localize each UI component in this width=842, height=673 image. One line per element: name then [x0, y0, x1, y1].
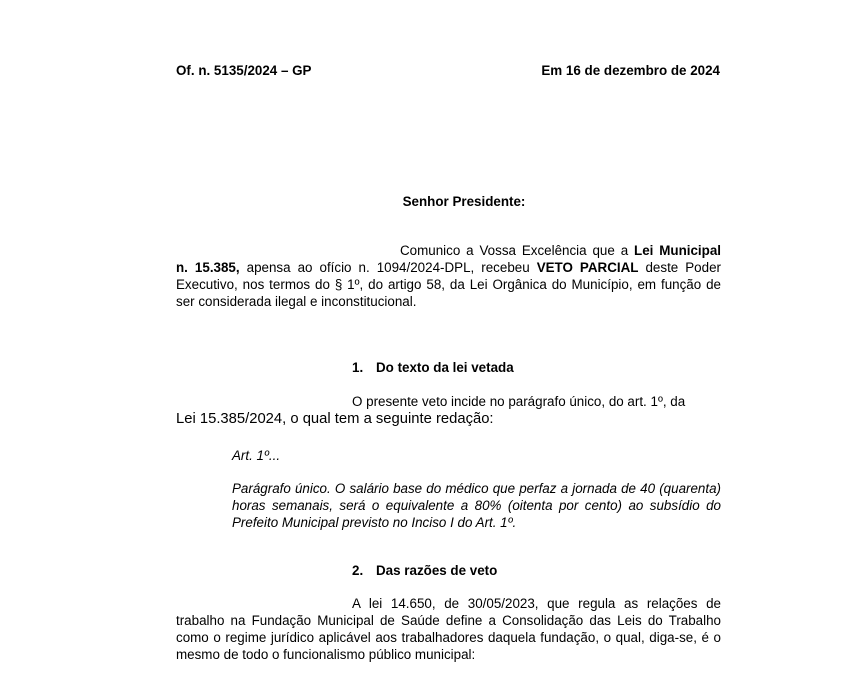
intro-paragraph: [176, 242, 721, 310]
section-1-paragraph: [176, 393, 721, 428]
section-1-line-2: Lei 15.385/2024, o qual tem a seguinte redação:: [176, 411, 494, 427]
section-1-line-1: O presente veto incide no parágrafo único, do art. 1º, da: [352, 394, 686, 409]
section-2-text: A lei 14.650, de 30/05/2023, que regula as relações de trabalho na Fundação Municipal de Saúde define a Consolidação das Leis do Trabalho como o regime jurídico aplicável aos trabalhadores daquela fundação, o qual, diga-se, é o mesmo de todo o funcionalismo público municipal:: [176, 596, 721, 662]
intro-text-3: deste Poder Executivo, nos termos do § 1º, do artigo 58, da Lei Orgânica do Município, em função de ser considerada ilegal e inconstitucional.: [176, 260, 721, 309]
intro-text-2: apensa ao ofício n. 1094/2024-DPL, recebeu: [239, 260, 537, 275]
section-1-heading: [352, 359, 514, 376]
section-2-paragraph: [176, 595, 721, 663]
section-2-heading: [352, 562, 497, 579]
law-reference: Lei Municipal n. 15.385,: [176, 243, 721, 275]
quoted-paragraph: Parágrafo único. O salário base do médico que perfaz a jornada de 40 (quarenta) horas semanais, será o equivalente a 80% (oitenta por cento) ao subsídio do Prefeito Municipal previsto no Inciso I do Art. 1º.: [232, 481, 721, 530]
office-number: Of. n. 5135/2024 – GP: [176, 63, 312, 78]
section-1-title: Do texto da lei vetada: [376, 360, 514, 375]
section-2-number: 2.: [352, 563, 364, 578]
veto-type: VETO PARCIAL: [536, 260, 639, 275]
section-1-number: 1.: [352, 360, 364, 375]
quoted-article: Art. 1º...: [232, 448, 281, 463]
intro-text-1: Comunico a Vossa Excelência que a: [400, 243, 635, 258]
section-2-title: Das razões de veto: [376, 563, 498, 578]
salutation: Senhor Presidente:: [402, 194, 526, 209]
document-date: Em 16 de dezembro de 2024: [541, 63, 720, 78]
